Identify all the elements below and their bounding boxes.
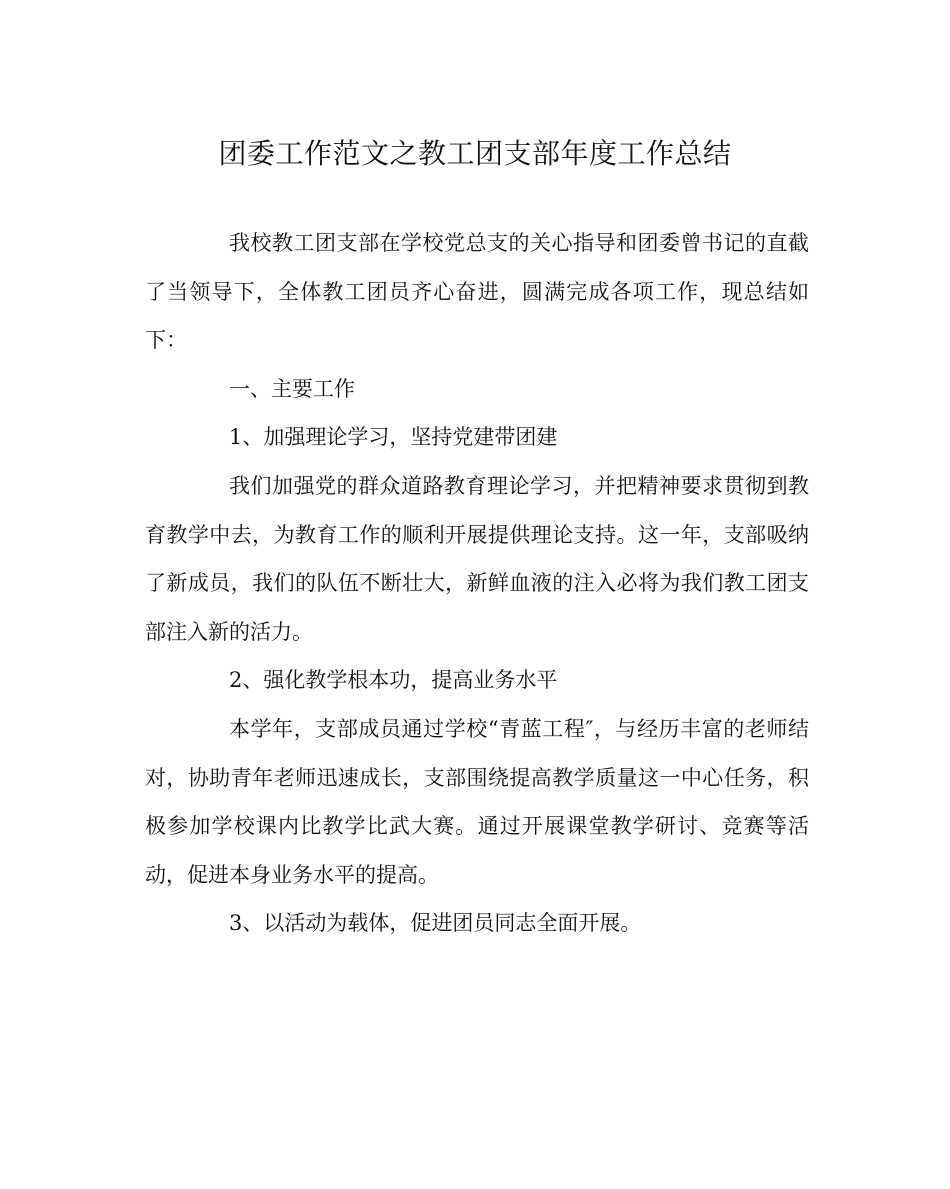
document-title: 团委工作范文之教工团支部年度工作总结 bbox=[218, 137, 732, 170]
document-body bbox=[145, 219, 809, 948]
section-heading-main-work: 一、主要工作 bbox=[229, 376, 355, 401]
paragraph-theory-study: 我们加强党的群众道路教育理论学习，并把精神要求贯彻到教育教学中去，为教育工作的顺利开展提供理论支持。这一年，支部吸纳了新成员，我们的队伍不断壮大，新鲜血液的注入必将为我们教工团支部注入新的活力。 bbox=[145, 473, 809, 644]
paragraph-teaching-skills: 本学年，支部成员通过学校“青蓝工程″，与经历丰富的老师结对，协助青年老师迅速成长，支部围绕提高教学质量这一中心任务，积极参加学校课内比教学比武大赛。通过开展课堂教学研讨、竞赛等活动，促进本身业务水平的提高。 bbox=[145, 716, 809, 887]
subheading-theory-study: 1、加强理论学习，坚持党建带团建 bbox=[229, 425, 558, 450]
subheading-teaching-skills: 2、强化教学根本功，提高业务水平 bbox=[229, 668, 558, 693]
subheading-activities: 3、以活动为载体，促进团员同志全面开展。 bbox=[229, 911, 642, 936]
intro-paragraph: 我校教工团支部在学校党总支的关心指导和团委曾书记的直截了当领导下，全体教工团员齐心奋进，圆满完成各项工作，现总结如下： bbox=[145, 231, 809, 353]
